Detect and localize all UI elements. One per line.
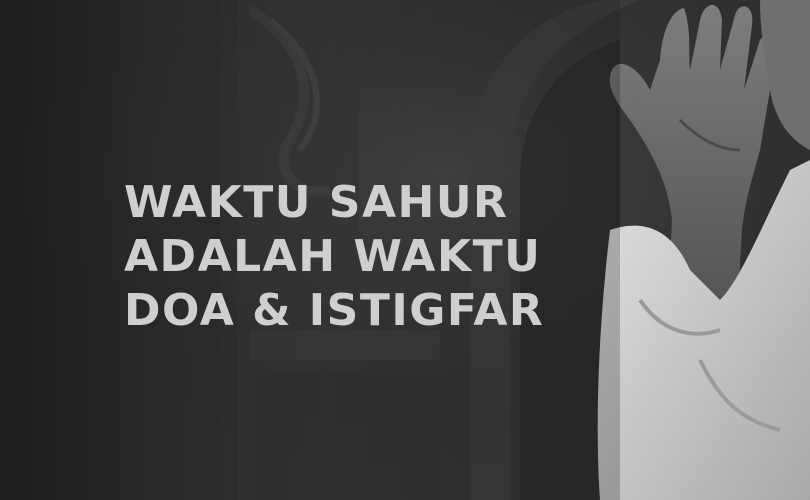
headline [124, 176, 544, 338]
headline-line-2: ADALAH WAKTU [124, 231, 542, 282]
headline-line-1: WAKTU SAHUR [124, 177, 509, 228]
headline-line-3: DOA & ISTIGFAR [124, 285, 545, 336]
